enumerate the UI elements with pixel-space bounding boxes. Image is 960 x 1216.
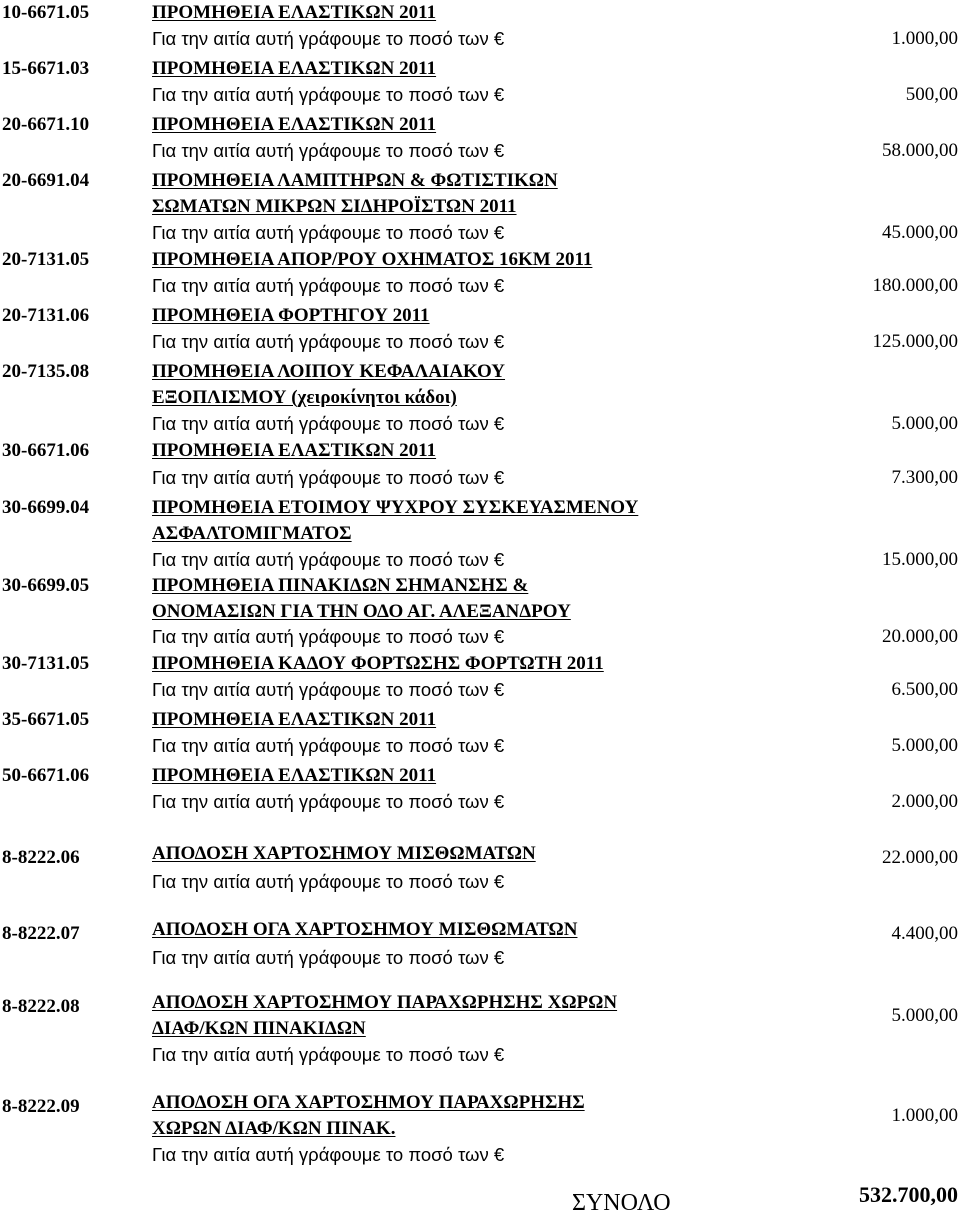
- entry-title: ΠΡΟΜΗΘΕΙΑ ΕΛΑΣΤΙΚΩΝ 2011: [152, 709, 437, 730]
- account-code: 20-7131.05: [2, 249, 90, 270]
- entry-amount: 20.000,00: [882, 626, 958, 647]
- entry-reason: Για την αιτία αυτή γράφουμε το ποσό των €: [152, 1044, 505, 1065]
- entry-title: ΠΡΟΜΗΘΕΙΑ ΕΛΑΣΤΙΚΩΝ 2011: [152, 765, 437, 786]
- entry-reason: Για την αιτία αυτή γράφουμε το ποσό των €: [152, 549, 505, 570]
- entry-amount: 180.000,00: [872, 275, 958, 296]
- entry-reason: Για την αιτία αυτή γράφουμε το ποσό των €: [152, 331, 505, 352]
- entry-title: ΠΡΟΜΗΘΕΙΑ ΕΤΟΙΜΟΥ ΨΥΧΡΟΥ ΣΥΣΚΕΥΑΣΜΕΝΟΥ: [152, 497, 639, 518]
- entry-title: ΑΠΟΔΟΣΗ ΟΓΑ ΧΑΡΤΟΣΗΜΟΥ ΠΑΡΑΧΩΡΗΣΗΣ: [152, 1092, 585, 1113]
- account-code: 20-6691.04: [2, 170, 90, 191]
- entry-title: ΕΞΟΠΛΙΣΜΟΥ (χειροκίνητοι κάδοι): [152, 387, 457, 408]
- total-label: ΣΥΝΟΛΟ: [572, 1190, 671, 1216]
- entry-title: ΠΡΟΜΗΘΕΙΑ ΠΙΝΑΚΙΔΩΝ ΣΗΜΑΝΣΗΣ &: [152, 575, 529, 596]
- entry-amount: 4.400,00: [891, 923, 958, 944]
- entry-amount: 500,00: [905, 84, 958, 105]
- entry-reason: Για την αιτία αυτή γράφουμε το ποσό των €: [152, 871, 505, 892]
- entry-title: ΧΩΡΩΝ ΔΙΑΦ/ΚΩΝ ΠΙΝΑΚ.: [152, 1118, 396, 1139]
- account-code: 15-6671.03: [2, 58, 90, 79]
- entry-reason: Για την αιτία αυτή γράφουμε το ποσό των €: [152, 1144, 505, 1165]
- entry-amount: 6.500,00: [891, 679, 958, 700]
- entry-amount: 125.000,00: [872, 331, 958, 352]
- entry-title: ΑΠΟΔΟΣΗ ΧΑΡΤΟΣΗΜΟΥ ΠΑΡΑΧΩΡΗΣΗΣ ΧΩΡΩΝ: [152, 992, 618, 1013]
- account-code: 10-6671.05: [2, 2, 90, 23]
- entry-title: ΠΡΟΜΗΘΕΙΑ ΕΛΑΣΤΙΚΩΝ 2011: [152, 2, 437, 23]
- entry-reason: Για την αιτία αυτή γράφουμε το ποσό των €: [152, 467, 505, 488]
- account-code: 50-6671.06: [2, 765, 90, 786]
- entry-amount: 1.000,00: [891, 1105, 958, 1126]
- entry-title: ΟΝΟΜΑΣΙΩΝ ΓΙΑ ΤΗΝ ΟΔΟ ΑΓ. ΑΛΕΞΑΝΔΡΟΥ: [152, 601, 571, 622]
- account-code: 30-6699.04: [2, 497, 90, 518]
- entry-amount: 45.000,00: [882, 222, 958, 243]
- entry-title: ΠΡΟΜΗΘΕΙΑ ΦΟΡΤΗΓΟΥ 2011: [152, 305, 430, 326]
- entry-reason: Για την αιτία αυτή γράφουμε το ποσό των €: [152, 275, 505, 296]
- entry-title: ΣΩΜΑΤΩΝ ΜΙΚΡΩΝ ΣΙΔΗΡΟΪΣΤΩΝ 2011: [152, 196, 517, 217]
- entry-amount: 5.000,00: [891, 735, 958, 756]
- entry-amount: 58.000,00: [882, 140, 958, 161]
- account-code: 20-7131.06: [2, 305, 90, 326]
- account-code: 30-6671.06: [2, 440, 90, 461]
- entry-reason: Για την αιτία αυτή γράφουμε το ποσό των €: [152, 140, 505, 161]
- entry-reason: Για την αιτία αυτή γράφουμε το ποσό των €: [152, 679, 505, 700]
- entry-title: ΑΠΟΔΟΣΗ ΟΓΑ ΧΑΡΤΟΣΗΜΟΥ ΜΙΣΘΩΜΑΤΩΝ: [152, 919, 578, 940]
- entry-amount: 22.000,00: [882, 847, 958, 868]
- account-code: 30-7131.05: [2, 653, 90, 674]
- entry-amount: 2.000,00: [891, 791, 958, 812]
- entry-title: ΠΡΟΜΗΘΕΙΑ ΛΟΙΠΟΥ ΚΕΦΑΛΑΙΑΚΟΥ: [152, 361, 506, 382]
- account-code: 20-6671.10: [2, 114, 90, 135]
- entry-reason: Για την αιτία αυτή γράφουμε το ποσό των €: [152, 791, 505, 812]
- entry-reason: Για την αιτία αυτή γράφουμε το ποσό των €: [152, 413, 505, 434]
- account-code: 8-8222.09: [2, 1096, 80, 1117]
- entry-reason: Για την αιτία αυτή γράφουμε το ποσό των €: [152, 626, 505, 647]
- entry-title: ΑΠΟΔΟΣΗ ΧΑΡΤΟΣΗΜΟΥ ΜΙΣΘΩΜΑΤΩΝ: [152, 843, 536, 864]
- entry-title: ΠΡΟΜΗΘΕΙΑ ΛΑΜΠΤΗΡΩΝ & ΦΩΤΙΣΤΙΚΩΝ: [152, 170, 558, 191]
- entry-title: ΔΙΑΦ/ΚΩΝ ΠΙΝΑΚΙΔΩΝ: [152, 1018, 366, 1039]
- entry-title: ΠΡΟΜΗΘΕΙΑ ΕΛΑΣΤΙΚΩΝ 2011: [152, 114, 437, 135]
- entry-amount: 5.000,00: [891, 1005, 958, 1026]
- account-code: 8-8222.07: [2, 923, 80, 944]
- account-code: 20-7135.08: [2, 361, 90, 382]
- entry-amount: 1.000,00: [891, 28, 958, 49]
- entry-reason: Για την αιτία αυτή γράφουμε το ποσό των €: [152, 28, 505, 49]
- account-code: 30-6699.05: [2, 575, 90, 596]
- entry-title: ΑΣΦΑΛΤΟΜΙΓΜΑΤΟΣ: [152, 523, 352, 544]
- entry-amount: 5.000,00: [891, 413, 958, 434]
- entry-reason: Για την αιτία αυτή γράφουμε το ποσό των €: [152, 84, 505, 105]
- entry-reason: Για την αιτία αυτή γράφουμε το ποσό των €: [152, 222, 505, 243]
- entry-reason: Για την αιτία αυτή γράφουμε το ποσό των €: [152, 735, 505, 756]
- entry-title: ΠΡΟΜΗΘΕΙΑ ΕΛΑΣΤΙΚΩΝ 2011: [152, 440, 437, 461]
- entry-title: ΠΡΟΜΗΘΕΙΑ ΚΑΔΟΥ ΦΟΡΤΩΣΗΣ ΦΟΡΤΩΤΗ 2011: [152, 653, 604, 674]
- entry-title: ΠΡΟΜΗΘΕΙΑ ΕΛΑΣΤΙΚΩΝ 2011: [152, 58, 437, 79]
- total-value: 532.700,00: [859, 1182, 958, 1207]
- account-code: 35-6671.05: [2, 709, 90, 730]
- entry-amount: 7.300,00: [891, 467, 958, 488]
- account-code: 8-8222.06: [2, 847, 80, 868]
- account-code: 8-8222.08: [2, 996, 80, 1017]
- entry-reason: Για την αιτία αυτή γράφουμε το ποσό των €: [152, 947, 505, 968]
- entry-title: ΠΡΟΜΗΘΕΙΑ ΑΠΟΡ/ΡΟΥ ΟΧΗΜΑΤΟΣ 16ΚΜ 2011: [152, 249, 593, 270]
- entry-amount: 15.000,00: [882, 549, 958, 570]
